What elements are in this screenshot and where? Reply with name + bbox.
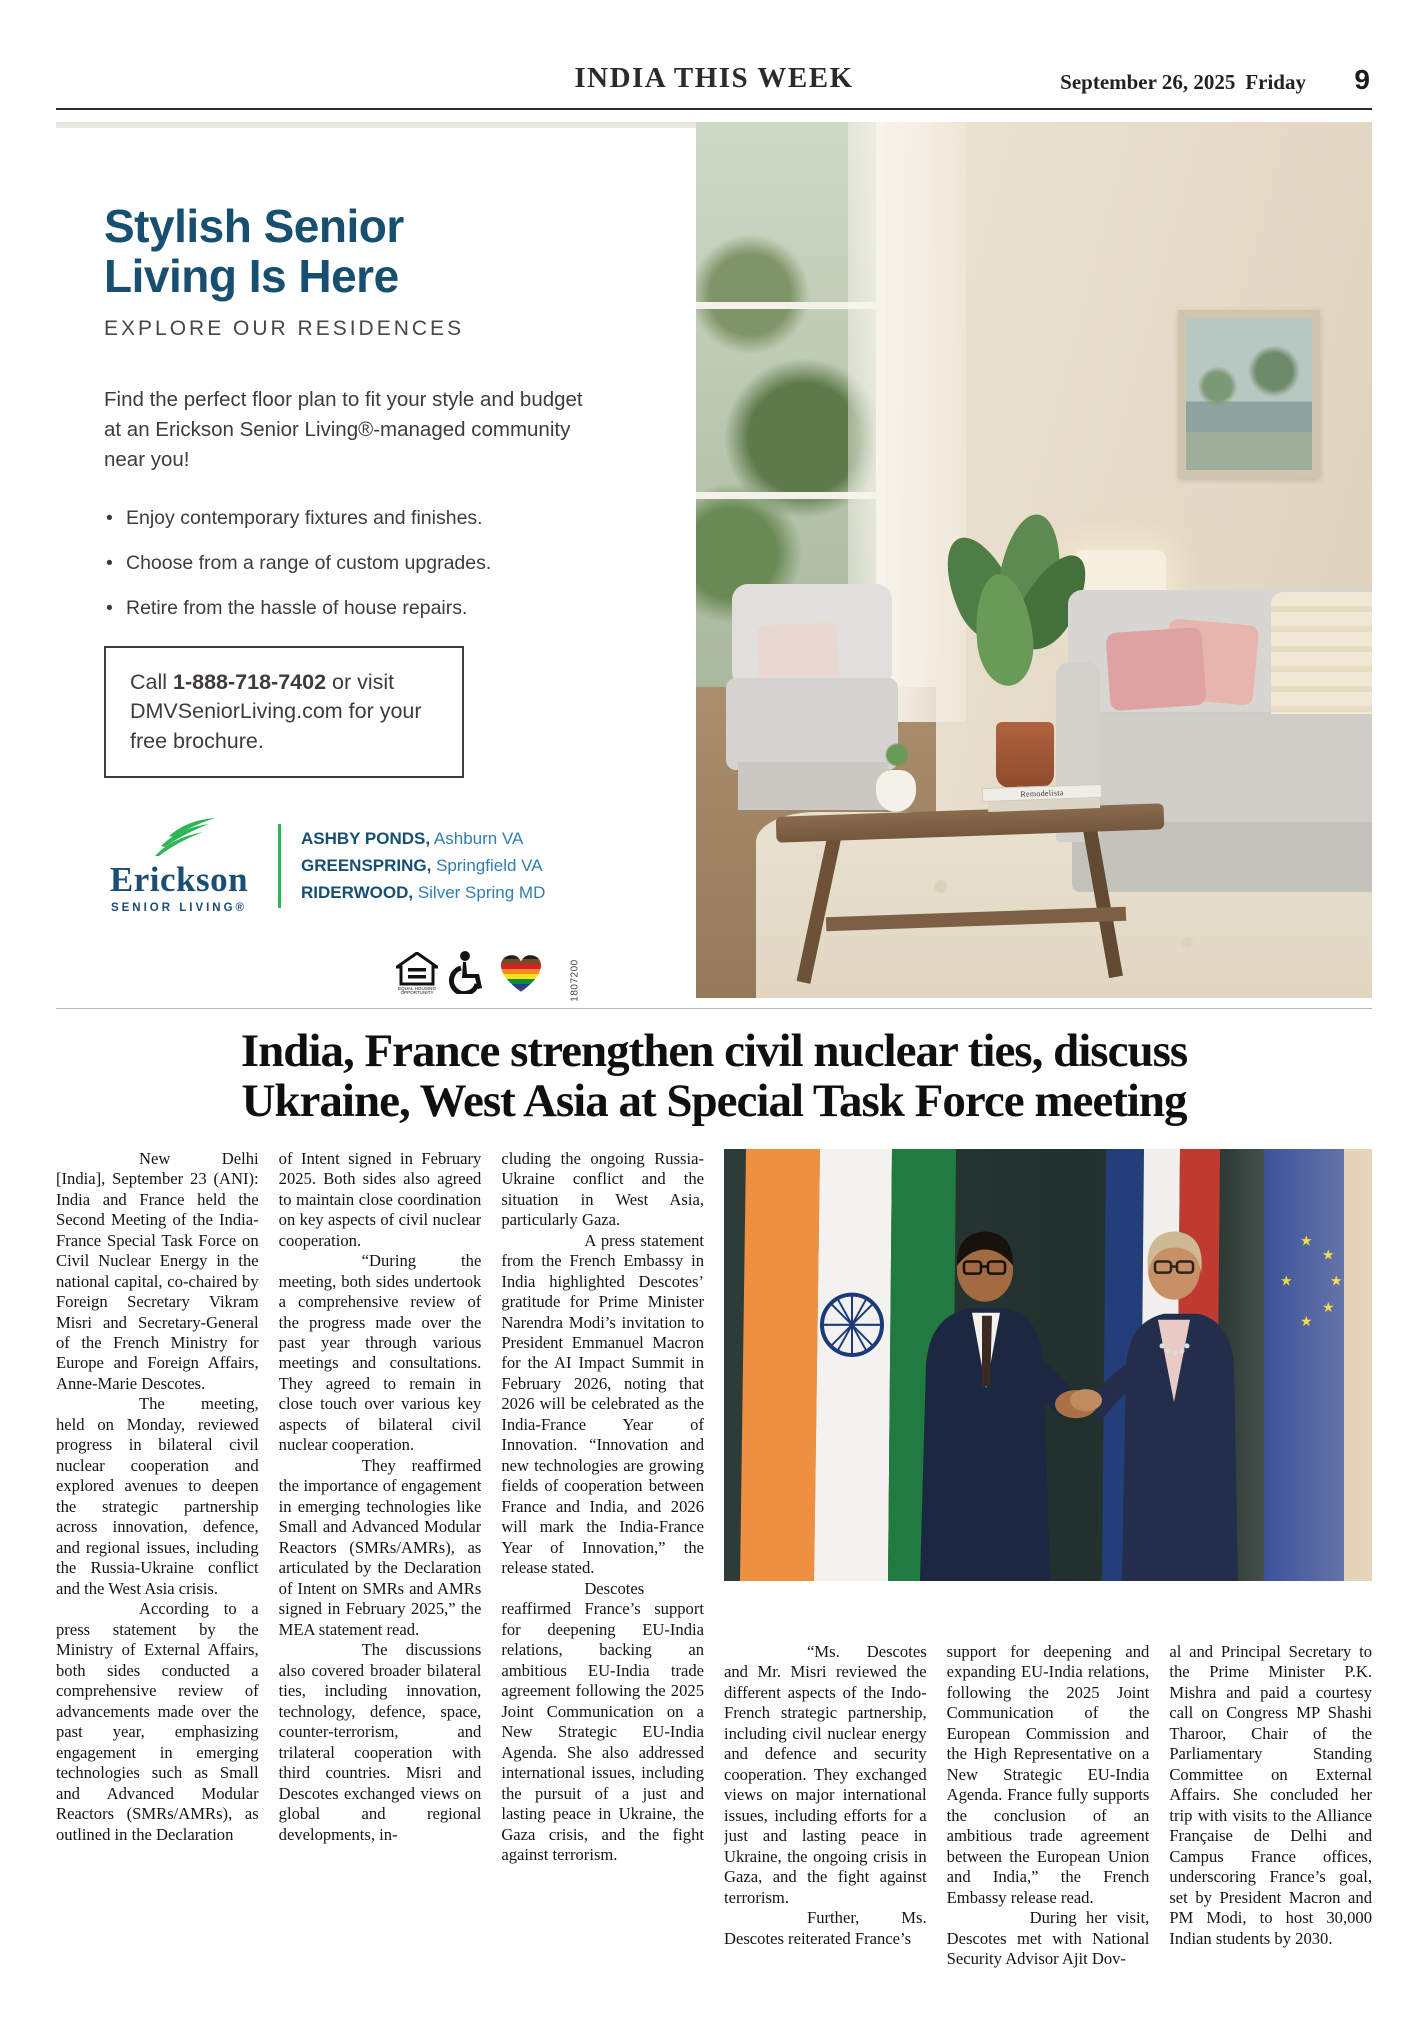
book-spine-label: Remodelista bbox=[1020, 787, 1064, 799]
ad-headline-line1: Stylish Senior bbox=[104, 200, 404, 252]
paragraph: “Ms. Descotes and Mr. Misri reviewed the different aspects of the Indo-French strategic partnership, including civil nuclear energy and defence and security cooperation. They exchanged views on major international issues, including efforts for a just and lasting peace in Ukraine, the ongoing crisis in Gaza, and the fight against terrorism. bbox=[724, 1641, 927, 1907]
article-column-6 bbox=[1169, 1642, 1372, 2021]
plant-pot bbox=[996, 722, 1054, 788]
paragraph: “During the meeting, both sides undertook a comprehensive review of the progress made over the past year through various meetings and consultations. They agreed to remain in close touch over various key aspects of bilateral civil nuclear cooperation. bbox=[278, 1251, 482, 1455]
location-name: ASHBY PONDS, bbox=[301, 829, 431, 849]
ad-bullet-3: • Retire from the hassle of house repairs. bbox=[104, 597, 666, 620]
ad-brand-row bbox=[104, 818, 666, 914]
rainbow-heart-icon bbox=[498, 954, 544, 994]
painting-canvas bbox=[1186, 318, 1312, 470]
article-column-4 bbox=[724, 1642, 927, 2021]
living-room-photo bbox=[696, 122, 1372, 998]
pink-pillow bbox=[1105, 627, 1206, 712]
window-light bbox=[1224, 1149, 1372, 1581]
header-rule bbox=[56, 108, 1372, 110]
article-headline bbox=[56, 1027, 1372, 1127]
framed-painting bbox=[1178, 310, 1320, 478]
ad-locations bbox=[301, 829, 545, 903]
paragraph: Further, Ms. Descotes reiterated France’s bbox=[724, 1908, 927, 1948]
paragraph: The discussions also covered broader bilateral ties, including innovation, technology, defence, space, counter-terrorism, and trilateral cooperation with third countries. Misri and Descotes exchanged views on global and regional developments, in- bbox=[278, 1640, 482, 1844]
equal-housing-icon bbox=[396, 952, 438, 994]
ad-text-panel bbox=[56, 122, 696, 1003]
erickson-logo bbox=[104, 818, 254, 914]
paragraph: They reaffirmed the importance of engagement in emerging technologies like Small and Advanced Modular Reactors (SMRs/AMRs), as articulated by the Declaration of Intent on SMRs and AMRs signed in February 2025,” the MEA statement read. bbox=[278, 1455, 482, 1639]
news-article bbox=[56, 1027, 1372, 2021]
phone-number: 1-888-718-7402 bbox=[173, 669, 327, 694]
location-row bbox=[301, 829, 545, 849]
location-name: GREENSPRING, bbox=[301, 856, 432, 876]
paragraph: support for deepening and expanding EU-India relations, following the 2025 Joint Communication of the European Commission and the High Representative on a New Strategic EU-India Agenda. France fully supports the conclusion of an ambitious trade agreement between the European Union and India,” the French Embassy release read. bbox=[946, 1641, 1150, 1907]
location-place: Silver Spring MD bbox=[417, 883, 546, 903]
paragraph: of Intent signed in February 2025. Both sides also agreed to maintain close coordination on key aspects of civil nuclear cooperation. bbox=[278, 1148, 482, 1250]
section-divider-rule bbox=[56, 1008, 1372, 1009]
paragraph: cluding the ongoing Russia-Ukraine conflict and the situation in West Asia, particularly Gaza. bbox=[501, 1148, 704, 1230]
ad-bullet-2: • Choose from a range of custom upgrades. bbox=[104, 552, 666, 575]
handshake-photo bbox=[724, 1149, 1372, 1581]
location-row bbox=[301, 883, 545, 903]
leaf-logo-icon bbox=[141, 818, 217, 858]
article-column-1 bbox=[56, 1149, 259, 2021]
ad-headline bbox=[104, 202, 666, 301]
headline-line2: Ukraine, West Asia at Special Task Force meeting bbox=[241, 1074, 1187, 1127]
ad-bullet-1: • Enjoy contemporary fixtures and finishes. bbox=[104, 507, 666, 530]
paragraph: During her visit, Descotes met with National Security Advisor Ajit Dov- bbox=[946, 1908, 1150, 1969]
article-column-3 bbox=[501, 1149, 704, 2021]
location-place: Springfield VA bbox=[436, 856, 543, 876]
erickson-senior-living-ad bbox=[56, 122, 1372, 1003]
paragraph: A press statement from the French Embassy in India highlighted Descotes’ gratitude for Prime Minister Narendra Modi’s invitation to President Emmanuel Macron for the AI Impact Summit in February 2026, noting that 2026 will be celebrated as the India-France Year of Innovation. “Innovation and new technologies are growing fields of cooperation between France and India, and 2026 will mark the India-France Year of Innovation,” the release stated. bbox=[501, 1230, 704, 1578]
day-text: Friday bbox=[1245, 70, 1306, 94]
ad-code-number: 1807200 bbox=[569, 959, 581, 1003]
ad-intro-paragraph: Find the perfect floor plan to fit your style and budget at an Erickson Senior Living®-managed community near you! bbox=[104, 388, 583, 471]
ad-headline-line2: Living Is Here bbox=[104, 249, 399, 302]
masthead-title: INDIA THIS WEEK bbox=[574, 62, 854, 94]
call-suffix: or visit DMVSeniorLiving.com for your free brochure. bbox=[130, 669, 422, 753]
paragraph: al and Principal Secretary to the Prime Minister P.K. Mishra and paid a courtesy call on Congress MP Shashi Tharoor, Chair of the Parliamentary Standing Committee on External Affairs. She concluded her trip with visits to the Alliance Française de Delhi and Campus France offices, underscoring France’s goal, set by President Macron and PM Modi, to host 30,000 Indian students by 2030. bbox=[1169, 1641, 1372, 1948]
page-number: 9 bbox=[1354, 64, 1370, 95]
armchair-base bbox=[738, 762, 888, 810]
ad-call-box bbox=[104, 646, 464, 779]
ad-compliance-icons bbox=[104, 950, 666, 1003]
paragraph: The meeting, held on Monday, reviewed progress in bilateral civil nuclear cooperation and explored avenues to deepen the strategic partnership across innovation, defence, and regional issues, including the Russia-Ukraine conflict and the West Asia crisis. bbox=[56, 1394, 259, 1598]
call-prefix: Call bbox=[130, 669, 174, 694]
date-text: September 26, 2025 bbox=[1060, 70, 1236, 94]
location-name: RIDERWOOD, bbox=[301, 883, 414, 903]
location-place: Ashburn VA bbox=[433, 829, 524, 849]
white-vase bbox=[876, 770, 916, 812]
ad-subhead: EXPLORE OUR RESIDENCES bbox=[104, 317, 465, 341]
svg-text:OPPORTUNITY: OPPORTUNITY bbox=[400, 990, 434, 995]
paragraph: Descotes reaffirmed France’s support for deepening EU-India relations, backing an ambitious EU-India trade agreement following the 2025 Joint Communication on a New Strategic EU-India Agenda. She also addressed international issues, including the pursuit of a just and lasting peace in Ukraine, the Gaza crisis, and the fight against terrorism. bbox=[501, 1578, 704, 1865]
armchair-seat bbox=[726, 678, 898, 770]
svg-text:EQUAL HOUSING: EQUAL HOUSING bbox=[397, 986, 436, 992]
logo-brand-text: Erickson bbox=[109, 860, 249, 900]
ad-bullet-list bbox=[104, 507, 666, 620]
logo-tagline-text: SENIOR LIVING® bbox=[110, 902, 248, 915]
handshake-photo-svg bbox=[724, 1149, 1372, 1581]
article-column-5 bbox=[947, 1642, 1150, 2021]
wheelchair-accessibility-icon bbox=[448, 950, 488, 994]
sofa-base bbox=[1072, 822, 1372, 892]
paragraph: New Delhi [India], September 23 (ANI): India and France held the Second Meeting of the India-France Special Task Force on Civil Nuclear Energy in the national capital, co-chaired by Foreign Secretary Vikram Misri and Secretary-General of the French Ministry for Europe and Foreign Affairs, Anne-Marie Descotes. bbox=[56, 1148, 259, 1393]
article-body bbox=[56, 1149, 1372, 2021]
green-divider bbox=[278, 824, 281, 908]
dateline bbox=[1060, 70, 1306, 95]
plant-sprig bbox=[884, 742, 910, 774]
paragraph: According to a press statement by the Ministry of External Affairs, both sides conducted a comprehensive review of advancements made over the past year, emphasizing engagement in emerging technologies such as Small and Advanced Modular Reactors (SMRs/AMRs), as outlined in the Declaration bbox=[56, 1599, 259, 1844]
article-column-2 bbox=[279, 1149, 482, 2021]
location-row bbox=[301, 856, 545, 876]
headline-line1: India, France strengthen civil nuclear ties, discuss bbox=[240, 1025, 1188, 1077]
page-header bbox=[56, 0, 1372, 108]
